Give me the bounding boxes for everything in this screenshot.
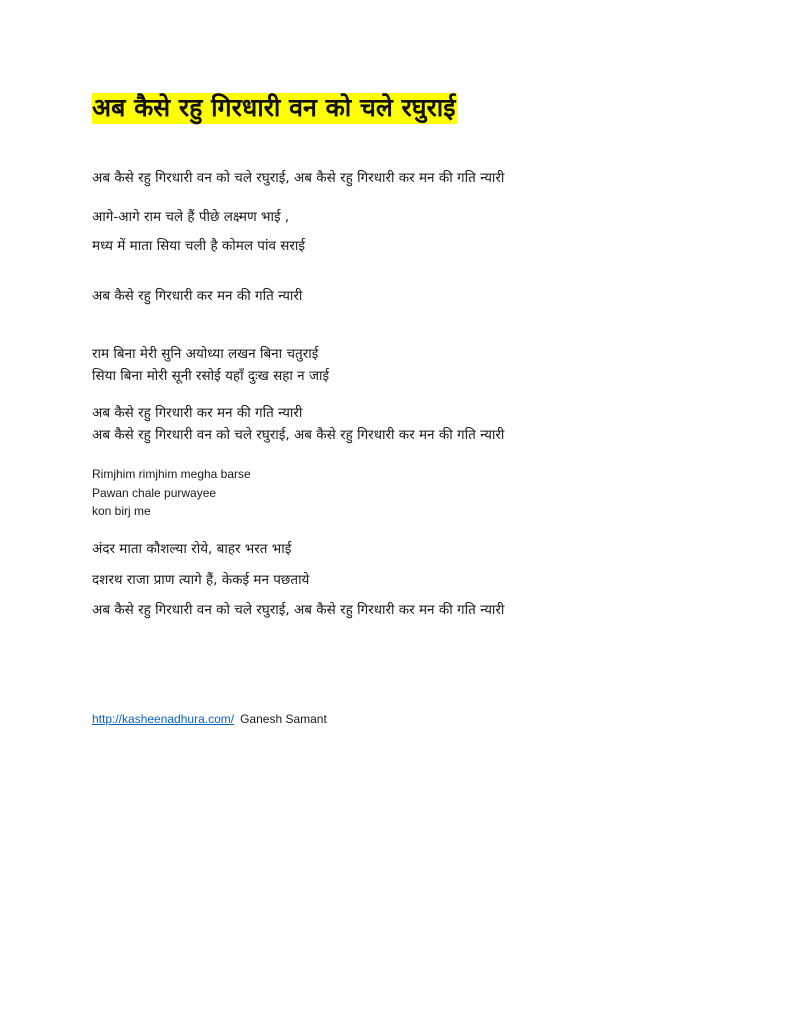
- footer: [92, 711, 327, 727]
- lyric-line: मध्य में माता सिया चली है कोमल पांव सराई: [92, 238, 306, 254]
- lyric-line: अब कैसे रहु गिरधारी वन को चले रघुराई, अब कैसे रहु गिरधारी कर मन की गति न्यारी: [92, 427, 505, 443]
- lyric-line: आगे-आगे राम चले हैं पीछे लक्ष्मण भाई ,: [92, 209, 290, 225]
- lyric-line: राम बिना मेरी सुनि अयोध्या लखन बिना चतुराई: [92, 346, 319, 362]
- lyric-line: अब कैसे रहु गिरधारी वन को चले रघुराई, अब कैसे रहु गिरधारी कर मन की गति न्यारी: [92, 170, 505, 186]
- lyric-line: अब कैसे रहु गिरधारी कर मन की गति न्यारी: [92, 288, 303, 304]
- latin-lyric-line: Rimjhim rimjhim megha barse: [92, 467, 251, 481]
- website-link[interactable]: http://kasheenadhura.com/: [92, 712, 235, 726]
- lyric-line: सिया बिना मोरी सूनी रसोई यहाँ दुःख सहा न जाई: [92, 368, 330, 384]
- lyric-line: अंदर माता कौशल्या रोये, बाहर भरत भाई: [92, 541, 292, 557]
- lyric-line: दशरथ राजा प्राण त्यागे हैं, केकई मन पछताये: [92, 572, 310, 588]
- page-title-text: अब कैसे रहु गिरधारी वन को चले रघुराई: [92, 93, 456, 122]
- lyric-line: अब कैसे रहु गिरधारी कर मन की गति न्यारी: [92, 405, 303, 421]
- latin-lyric-line: kon birj me: [92, 504, 151, 518]
- lyric-line: अब कैसे रहु गिरधारी वन को चले रघुराई, अब कैसे रहु गिरधारी कर मन की गति न्यारी: [92, 602, 505, 618]
- latin-lyric-line: Pawan chale purwayee: [92, 486, 217, 500]
- author-name: Ganesh Samant: [240, 712, 327, 726]
- page-title: [92, 90, 457, 126]
